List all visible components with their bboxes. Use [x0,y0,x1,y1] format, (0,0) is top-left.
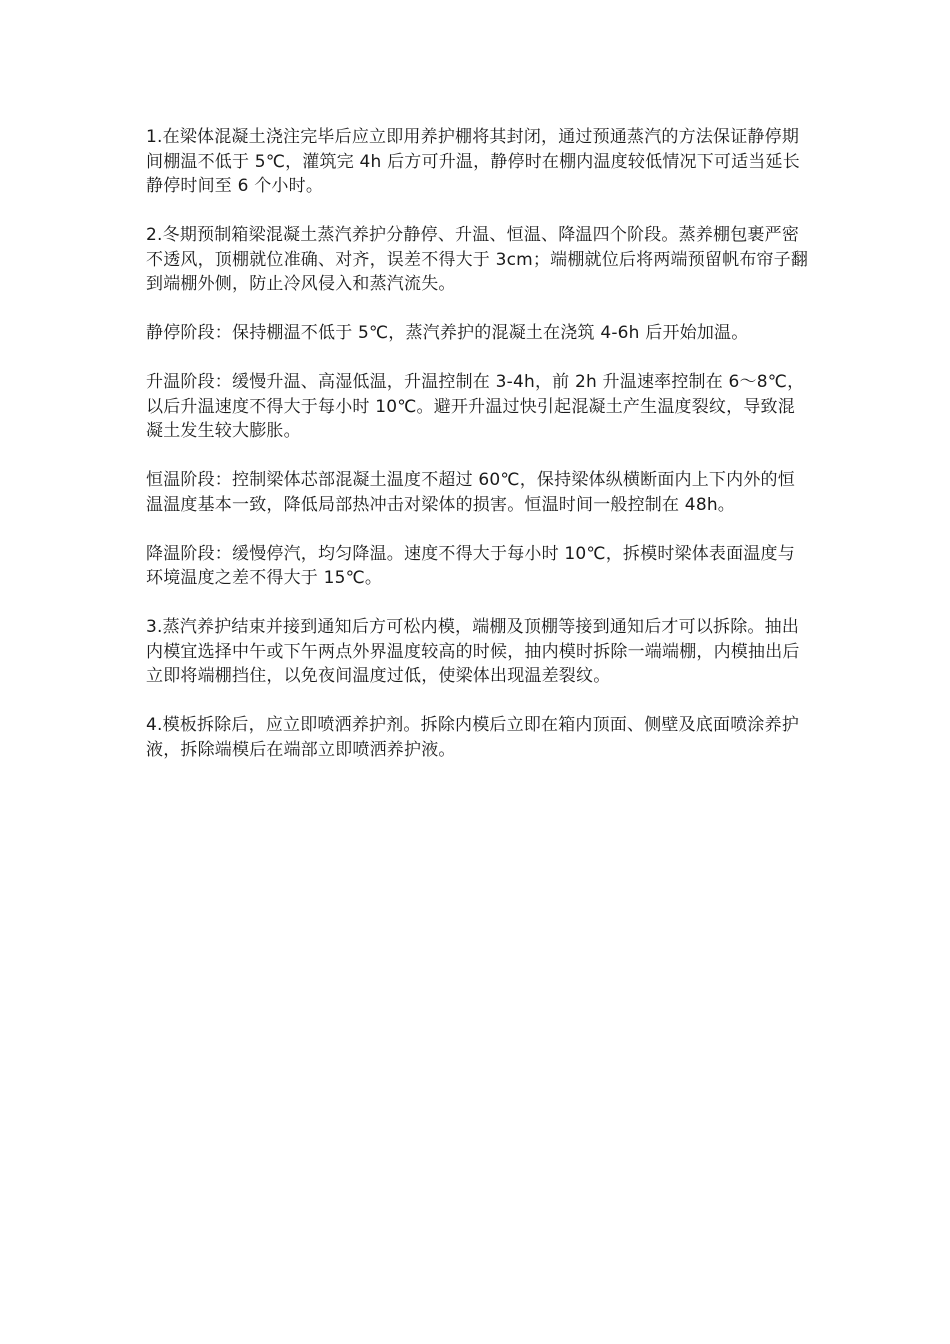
paragraph-static-stage: 静停阶段：保持棚温不低于 5℃，蒸汽养护的混凝土在浇筑 4-6h 后开始加温。 [146,323,749,343]
paragraph-constant-temp-stage: 恒温阶段：控制梁体芯部混凝土温度不超过 60℃，保持梁体纵横断面内上下内外的恒温温度基本一致，降低局部热冲击对梁体的损害。恒温时间一般控制在 48h。 [146,470,795,515]
paragraph-step-2: 2.冬期预制箱梁混凝土蒸汽养护分静停、升温、恒温、降温四个阶段。蒸养棚包裹严密不透风，顶棚就位准确、对齐，误差不得大于 3cm；端棚就位后将两端预留帆布帘子翻到端棚外侧，防止冷风侵入和蒸汽流失。 [146,225,809,294]
paragraph-step-1: 1.在梁体混凝土浇注完毕后应立即用养护棚将其封闭，通过预通蒸汽的方法保证静停期间棚温不低于 5℃，灌筑完 4h 后方可升温，静停时在棚内温度较低情况下可适当延长静停时间至 6 个小时。 [146,127,800,196]
paragraph-step-4: 4.模板拆除后，应立即喷洒养护剂。拆除内模后立即在箱内顶面、侧壁及底面喷涂养护液，拆除端模后在端部立即喷洒养护液。 [146,715,800,760]
document-body [146,125,810,787]
paragraph-step-3: 3.蒸汽养护结束并接到通知后方可松内模，端棚及顶棚等接到通知后才可以拆除。抽出内模宜选择中午或下午两点外界温度较高的时候，抽内模时拆除一端端棚，内模抽出后立即将端棚挡住，以免夜间温度过低，使梁体出现温差裂纹。 [146,617,800,686]
paragraph-cooling-stage: 降温阶段：缓慢停汽，均匀降温。速度不得大于每小时 10℃，拆模时梁体表面温度与环境温度之差不得大于 15℃。 [146,543,795,588]
paragraph-heating-stage: 升温阶段：缓慢升温、高湿低温，升温控制在 3-4h，前 2h 升温速率控制在 6～8℃，以后升温速度不得大于每小时 10℃。避开升温过快引起混凝土产生温度裂纹，导致混凝土发生较大膨胀。 [146,372,805,441]
